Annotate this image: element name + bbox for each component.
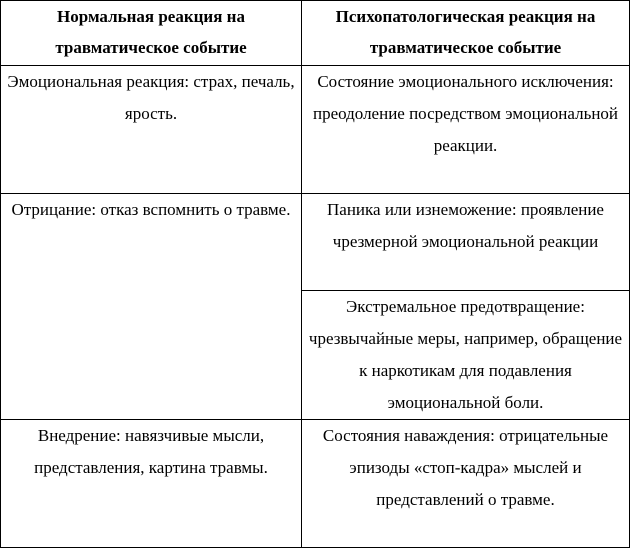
cell-pathological bbox=[302, 194, 630, 291]
cell-pathological bbox=[302, 291, 630, 420]
cell-normal bbox=[1, 66, 302, 194]
header-pathological-label: Психопатологическая реакция на травматическое событие bbox=[335, 7, 596, 57]
cell-normal bbox=[1, 194, 302, 420]
header-normal bbox=[1, 1, 302, 66]
cell-pathological-text: Состояния наваждения: отрицательные эпизоды «стоп-кадра» мыслей и представлений о травме. bbox=[322, 426, 609, 509]
table-row bbox=[1, 66, 630, 194]
header-normal-label: Нормальная реакция на травматическое событие bbox=[55, 7, 247, 57]
table-row bbox=[1, 420, 630, 548]
header-row bbox=[1, 1, 630, 66]
cell-pathological-text: Паника или изнеможение: проявление чрезмерной эмоциональной реакции bbox=[327, 200, 604, 251]
table-row bbox=[1, 194, 630, 291]
cell-normal-text: Внедрение: навязчивые мысли, представления, картина травмы. bbox=[34, 426, 268, 477]
cell-pathological-text: Состояние эмоционального исключения: преодоление посредством эмоциональной реакции. bbox=[312, 72, 619, 155]
cell-normal-text: Отрицание: отказ вспомнить о травме. bbox=[11, 200, 291, 219]
cell-pathological bbox=[302, 66, 630, 194]
header-pathological bbox=[302, 1, 630, 66]
cell-normal bbox=[1, 420, 302, 548]
cell-pathological-text: Экстремальное предотвращение: чрезвычайные меры, например, обращение к наркотикам для подавления эмоциональной боли. bbox=[308, 297, 623, 412]
cell-normal-text: Эмоциональная реакция: страх, печаль, ярость. bbox=[7, 72, 295, 123]
cell-pathological bbox=[302, 420, 630, 548]
